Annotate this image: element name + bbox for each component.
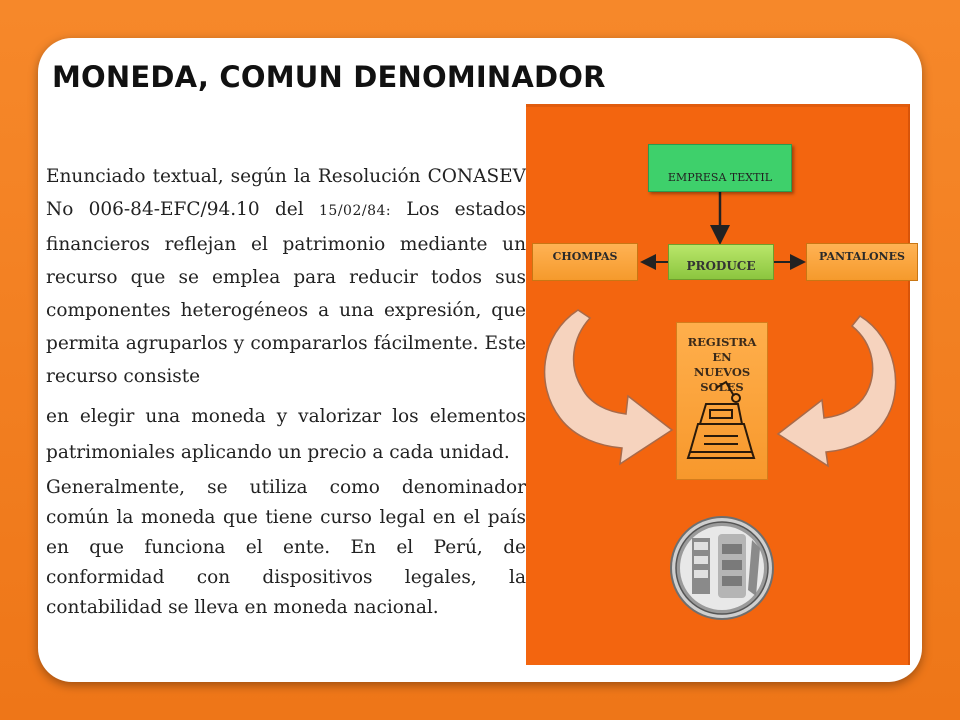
produce-label: PRODUCE (686, 259, 756, 273)
paragraph-1-rest: Los estados financieros reflejan el patrimonio mediante un recurso que se emplea para reducir todos sus componentes heterogéneos a una expresión, que permita agruparlos y compararlos fácilmente. Este recurso consiste (46, 199, 527, 387)
coin-image (668, 514, 776, 622)
paragraph-2: en elegir una moneda y valorizar los elementos patrimoniales aplicando un precio a cada unidad. (46, 406, 526, 463)
paragraph-1-date: 15/02/84: (319, 203, 392, 219)
slide-title: MONEDA, COMUN DENOMINADOR (52, 60, 606, 94)
empresa-label: EMPRESA TEXTIL (667, 170, 773, 184)
chompas-label: CHOMPAS (552, 249, 618, 263)
paragraph-3: Generalmente, se utiliza como denominador común la moneda que tiene curso legal en el país en que funciona el ente. En el Perú, de conformidad con dispositivos legales, la contabilidad se lleva en moneda nacional. (46, 477, 526, 618)
cash-register-icon (688, 382, 754, 458)
pantalones-label: PANTALONES (819, 249, 905, 263)
paragraph-1-main: Enunciado textual, según la Resolución CONASEV No 006-84-EFC/94.10 del (46, 166, 526, 220)
registra-label: REGISTRA EN NUEVOS SOLES (687, 335, 757, 394)
